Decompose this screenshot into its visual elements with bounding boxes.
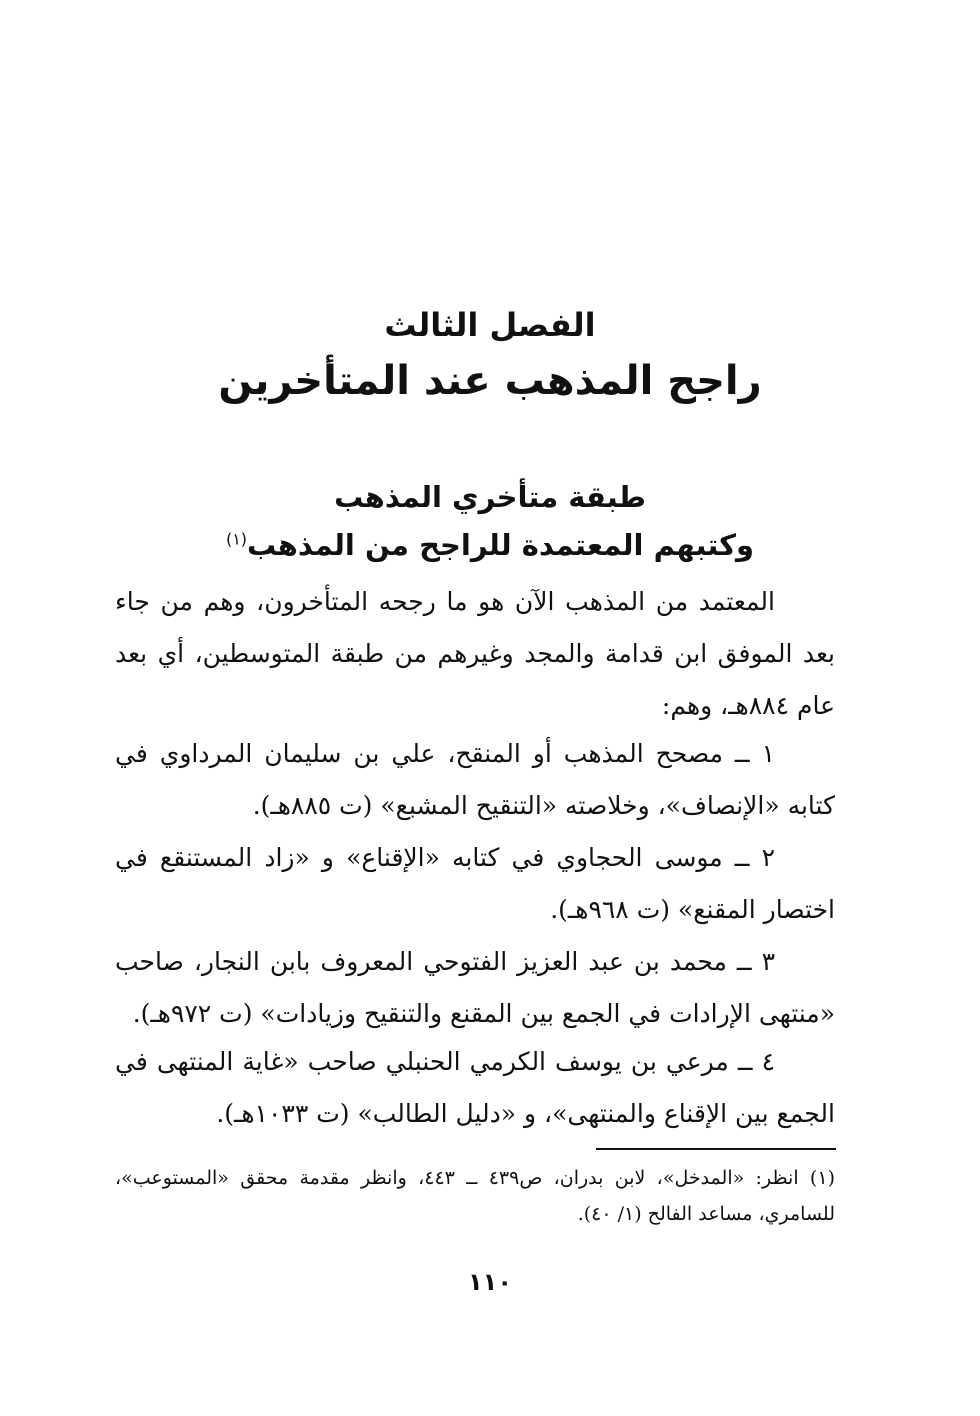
intro-paragraph: المعتمد من المذهب الآن هو ما رجحه المتأخرون، وهم من جاء بعد الموفق ابن قدامة والمجد وغيرهم من طبقة المتوسطين، أي بعد عام ٨٨٤هـ، وهم:: [115, 587, 835, 720]
list-item: ٢ ــ موسى الحجاوي في كتابه «الإقناع» و «زاد المستنقع في اختصار المقنع» (ت ٩٦٨هـ).: [115, 843, 835, 924]
section-heading-line1: طبقة متأخري المذهب: [334, 480, 646, 514]
list-item: ١ ــ مصحح المذهب أو المنقح، علي بن سليمان المرداوي في كتابه «الإنصاف»، وخلاصته «التنقيح المشبع» (ت ٨٨٥هـ).: [115, 739, 835, 820]
chapter-title: راجح المذهب عند المتأخرين: [218, 358, 762, 404]
section-heading-line2: [0, 528, 980, 562]
section-heading-line2-text: وكتبهم المعتمدة للراجح من المذهب: [247, 528, 755, 562]
footnote: (١) انظر: «المدخل»، لابن بدران، ص٤٣٩ ــ ٤٤٣، وانظر مقدمة محقق «المستوعب»، للسامري، مساعد الفالح (١/ ٤٠).: [115, 1167, 835, 1225]
chapter-label: الفصل الثالث: [384, 306, 596, 344]
list-item: ٤ ــ مرعي بن يوسف الكرمي الحنبلي صاحب «غاية المنتهى في الجمع بين الإقناع والمنتهى»، و «دليل الطالب» (ت ١٠٣٣هـ).: [115, 1047, 835, 1128]
list-item: ٣ ــ محمد بن عبد العزيز الفتوحي المعروف بابن النجار، صاحب «منتهى الإرادات في الجمع بين المقنع والتنقيح وزيادات» (ت ٩٧٢هـ).: [115, 947, 835, 1028]
page-number: ١١٠: [468, 1268, 512, 1296]
footnote-reference[interactable]: (١): [225, 529, 248, 549]
footnote-divider: [596, 1148, 836, 1150]
